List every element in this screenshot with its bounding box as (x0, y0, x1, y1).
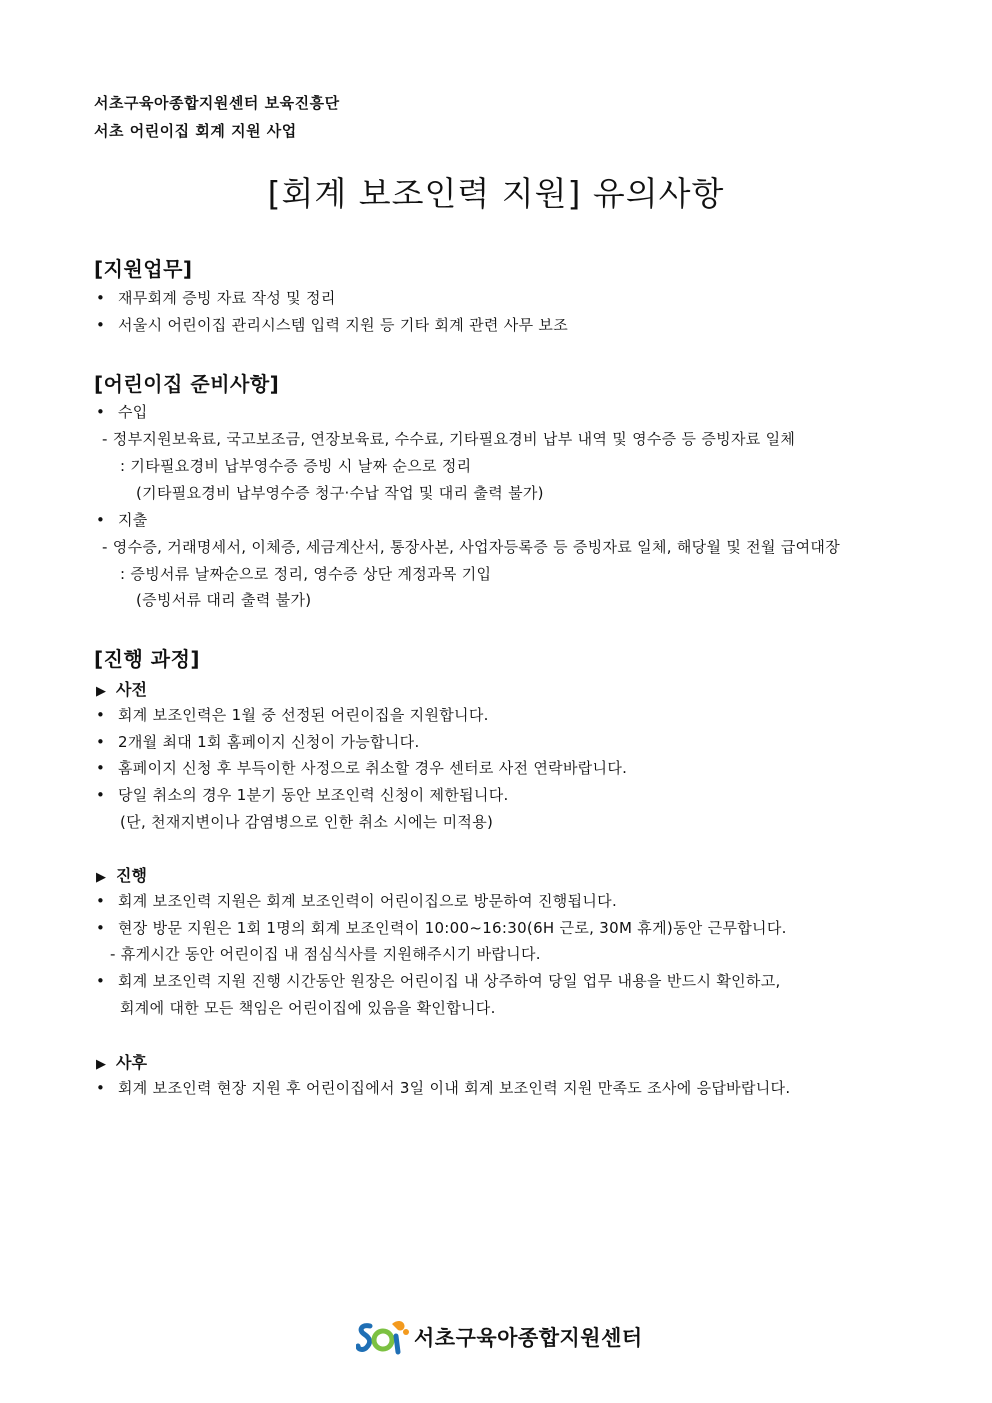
list-item: • 회계 보조인력은 1월 중 선정된 어린이집을 지원합니다. (96, 706, 489, 724)
list-item-income: • 수입 (96, 403, 148, 421)
list-item-expense: • 지출 (96, 511, 148, 529)
page-title: [회계 보조인력 지원] 유의사항 (267, 174, 725, 213)
bullet-icon: • (96, 1079, 106, 1097)
section-heading-process: [진행 과정] (94, 647, 201, 671)
section-heading-preparation: [어린이집 준비사항] (94, 372, 280, 396)
bullet-icon: • (96, 972, 106, 990)
bullet-icon: • (96, 759, 106, 777)
expense-detail: - 영수증, 거래명세서, 이체증, 세금계산서, 통장사본, 사업자등록증 등 증빙자료 일체, 해당월 및 전월 급여대장 (102, 538, 840, 556)
list-item: • 당일 취소의 경우 1분기 동안 보조인력 신청이 제한됩니다. (96, 786, 509, 804)
bullet-icon: • (96, 289, 106, 307)
bullet-icon: • (96, 511, 106, 529)
bullet-icon: • (96, 706, 106, 724)
expense-note: : 증빙서류 날짜순으로 정리, 영수증 상단 계정과목 기입 (120, 565, 492, 583)
subheading-before: ▶ 사전 (96, 680, 147, 699)
income-detail: - 정부지원보육료, 국고보조금, 연장보육료, 수수료, 기타필요경비 납부 내역 및 영수증 등 증빙자료 일체 (102, 430, 796, 448)
list-item: • 회계 보조인력 지원 진행 시간동안 원장은 어린이집 내 상주하여 당일 업무 내용을 반드시 확인하고, (96, 972, 781, 990)
list-item: • 홈페이지 신청 후 부득이한 사정으로 취소할 경우 센터로 사전 연락바랍니다. (96, 759, 628, 777)
during-break-note: - 휴게시간 동안 어린이집 내 점심식사를 지원해주시기 바랍니다. (110, 945, 541, 963)
subheading-after: ▶ 사후 (96, 1053, 147, 1072)
expense-note-sub: (증빙서류 대리 출력 불가) (136, 591, 312, 609)
bullet-icon: • (96, 316, 106, 334)
footer-org-name: 서초구육아종합지원센터 (414, 1326, 643, 1350)
sci-logo-icon (356, 1318, 412, 1356)
list-item: • 회계 보조인력 현장 지원 후 어린이집에서 3일 이내 회계 보조인력 지원 만족도 조사에 응답바랍니다. (96, 1079, 791, 1097)
income-note: : 기타필요경비 납부영수증 증빙 시 날짜 순으로 정리 (120, 457, 472, 475)
bullet-icon: • (96, 892, 106, 910)
list-item: • 현장 방문 지원은 1회 1명의 회계 보조인력이 10:00~16:30(6H 근로, 30M 휴게)동안 근무합니다. (96, 919, 787, 937)
list-item: • 재무회계 증빙 자료 작성 및 정리 (96, 289, 336, 307)
bullet-icon: • (96, 786, 106, 804)
bullet-icon: • (96, 733, 106, 751)
section-heading-support-work: [지원업무] (94, 257, 193, 281)
subheading-during: ▶ 진행 (96, 866, 147, 885)
triangle-right-icon: ▶ (96, 870, 106, 885)
bullet-icon: • (96, 403, 106, 421)
before-note: (단, 천재지변이나 감염병으로 인한 취소 시에는 미적용) (120, 813, 494, 831)
org-name: 서초구육아종합지원센터 보육진흥단 (94, 94, 340, 112)
bullet-icon: • (96, 919, 106, 937)
list-item: • 서울시 어린이집 관리시스템 입력 지원 등 기타 회계 관련 사무 보조 (96, 316, 569, 334)
list-item: • 2개월 최대 1회 홈페이지 신청이 가능합니다. (96, 733, 420, 751)
triangle-right-icon: ▶ (96, 684, 106, 699)
triangle-right-icon: ▶ (96, 1057, 106, 1072)
during-continuation: 회계에 대한 모든 책임은 어린이집에 있음을 확인합니다. (120, 999, 496, 1017)
income-note-sub: (기타필요경비 납부영수증 청구·수납 작업 및 대리 출력 불가) (136, 484, 544, 502)
list-item: • 회계 보조인력 지원은 회계 보조인력이 어린이집으로 방문하여 진행됩니다. (96, 892, 618, 910)
project-name: 서초 어린이집 회계 지원 사업 (94, 122, 297, 140)
